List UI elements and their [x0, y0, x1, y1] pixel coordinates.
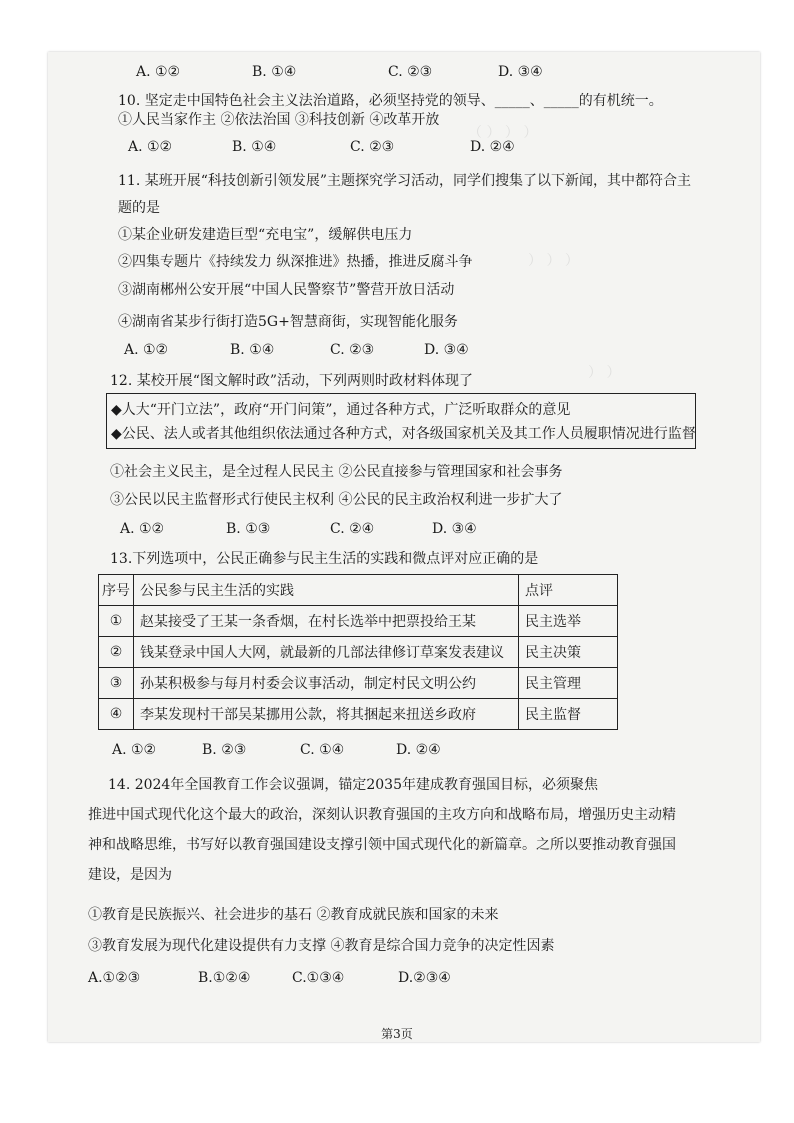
q11-option-c: C. ②③	[330, 342, 375, 358]
q12-option-b: B. ①③	[226, 521, 271, 537]
q14-line-2: 推进中国式现代化这个最大的政治，深刻认识教育强国的主攻方向和战略布局，增强历史主动精	[88, 807, 676, 823]
table-cell-comment: 民主选举	[519, 606, 618, 637]
page-number: 第3页	[381, 1027, 413, 1041]
q11-option-b: B. ①④	[230, 342, 275, 358]
table-cell-practice: 赵某接受了王某一条香烟，在村长选举中把票投给王某	[134, 606, 519, 637]
q11-item-3: ③湖南郴州公安开展“中国人民警察节”警营开放日活动	[118, 282, 455, 298]
table-header-practice: 公民参与民主生活的实践	[134, 575, 519, 606]
table-header-row	[99, 575, 618, 606]
table-header-comment: 点评	[519, 575, 618, 606]
q14-option-a: A.①②③	[88, 970, 141, 986]
table-cell-practice: 孙某积极参与每月村委会议事活动，制定村民文明公约	[134, 668, 519, 699]
q10-option-b: B. ①④	[232, 139, 277, 155]
table-cell-index: ④	[99, 699, 134, 730]
q10-choices: ①人民当家作主 ②依法治国 ③科技创新 ④改革开放	[118, 112, 440, 128]
table-cell-practice: 钱某登录中国人大网，就最新的几部法律修订草案发表建议	[134, 637, 519, 668]
q13-table	[98, 574, 618, 730]
q14-option-c: C.①③④	[292, 970, 345, 986]
top-option-b: B. ①④	[252, 64, 297, 80]
q14-choices-line-1: ①教育是民族振兴、社会进步的基石 ②教育成就民族和国家的未来	[88, 907, 499, 923]
q12-material-1: ◆人大“开门立法”，政府“开门问策”，通过各种方式，广泛听取群众的意见	[111, 402, 571, 418]
q14-choices-line-2: ③教育发展为现代化建设提供有力支撑 ④教育是综合国力竞争的决定性因素	[88, 938, 555, 954]
show-through-texture: ） ） ）	[528, 253, 579, 269]
q12-material-2: ◆公民、法人或者其他组织依法通过各种方式，对各级国家机关及其工作人员履职情况进行监督	[111, 426, 696, 442]
table-cell-comment: 民主管理	[519, 668, 618, 699]
q12-option-c: C. ②④	[330, 521, 375, 537]
q12-option-d: D. ③④	[432, 521, 477, 537]
q10-option-d: D. ②④	[470, 139, 515, 155]
table-row	[99, 668, 618, 699]
q11-stem-line-1: 11. 某班开展“科技创新引领发展”主题探究学习活动，同学们搜集了以下新闻，其中都符合主	[118, 173, 692, 189]
top-option-a: A. ①②	[136, 64, 181, 80]
q10-option-a: A. ①②	[128, 139, 173, 155]
q11-option-a: A. ①②	[124, 342, 169, 358]
table-cell-index: ①	[99, 606, 134, 637]
q11-item-2: ②四集专题片《持续发力 纵深推进》热播，推进反腐斗争	[118, 254, 473, 270]
q13-option-a: A. ①②	[112, 742, 157, 758]
q12-material-box	[106, 393, 696, 449]
q13-option-b: B. ②③	[202, 742, 247, 758]
q14-line-1: 14. 2024年全国教育工作会议强调，锚定2035年建成教育强国目标，必须聚焦	[108, 777, 598, 793]
q11-stem-line-2: 题的是	[118, 200, 160, 216]
table-cell-index: ②	[99, 637, 134, 668]
q13-stem: 13.下列选项中，公民正确参与民主生活的实践和微点评对应正确的是	[110, 551, 539, 567]
q12-option-a: A. ①②	[120, 521, 165, 537]
q12-choices-line-2: ③公民以民主监督形式行使民主权利 ④公民的民主政治权利进一步扩大了	[110, 492, 563, 508]
table-cell-index: ③	[99, 668, 134, 699]
q14-line-3: 神和战略思维，书写好以教育强国建设支撑引领中国式现代化的新篇章。之所以要推动教育强国	[88, 837, 676, 853]
q11-item-4: ④湖南省某步行街打造5G+智慧商街，实现智能化服务	[118, 314, 458, 330]
q13-option-d: D. ②④	[396, 742, 441, 758]
table-row	[99, 699, 618, 730]
q14-line-4: 建设，是因为	[88, 867, 172, 883]
table-cell-comment: 民主决策	[519, 637, 618, 668]
q13-option-c: C. ①④	[300, 742, 345, 758]
q12-choices-line-1: ①社会主义民主，是全过程人民民主 ②公民直接参与管理国家和社会事务	[110, 464, 563, 480]
q10-stem: 10. 坚定走中国特色社会主义法治道路，必须坚持党的领导、_____、_____的有机统一。	[118, 93, 663, 109]
table-header-index: 序号	[99, 575, 134, 606]
q11-item-1: ①某企业研发建造巨型“充电宝”，缓解供电压力	[118, 227, 413, 243]
q11-option-d: D. ③④	[424, 342, 469, 358]
q14-option-b: B.①②④	[198, 970, 251, 986]
q12-stem: 12. 某校开展“图文解时政”活动，下列两则时政材料体现了	[110, 373, 474, 389]
table-row	[99, 637, 618, 668]
table-row	[99, 606, 618, 637]
top-option-d: D. ③④	[498, 64, 543, 80]
top-option-c: C. ②③	[388, 64, 433, 80]
show-through-texture: ） ）	[588, 365, 621, 381]
q14-option-d: D.②③④	[398, 970, 451, 986]
show-through-texture: （ ） ） ）	[468, 125, 538, 141]
table-cell-practice: 李某发现村干部吴某挪用公款，将其捆起来扭送乡政府	[134, 699, 519, 730]
table-cell-comment: 民主监督	[519, 699, 618, 730]
q10-option-c: C. ②③	[350, 139, 395, 155]
